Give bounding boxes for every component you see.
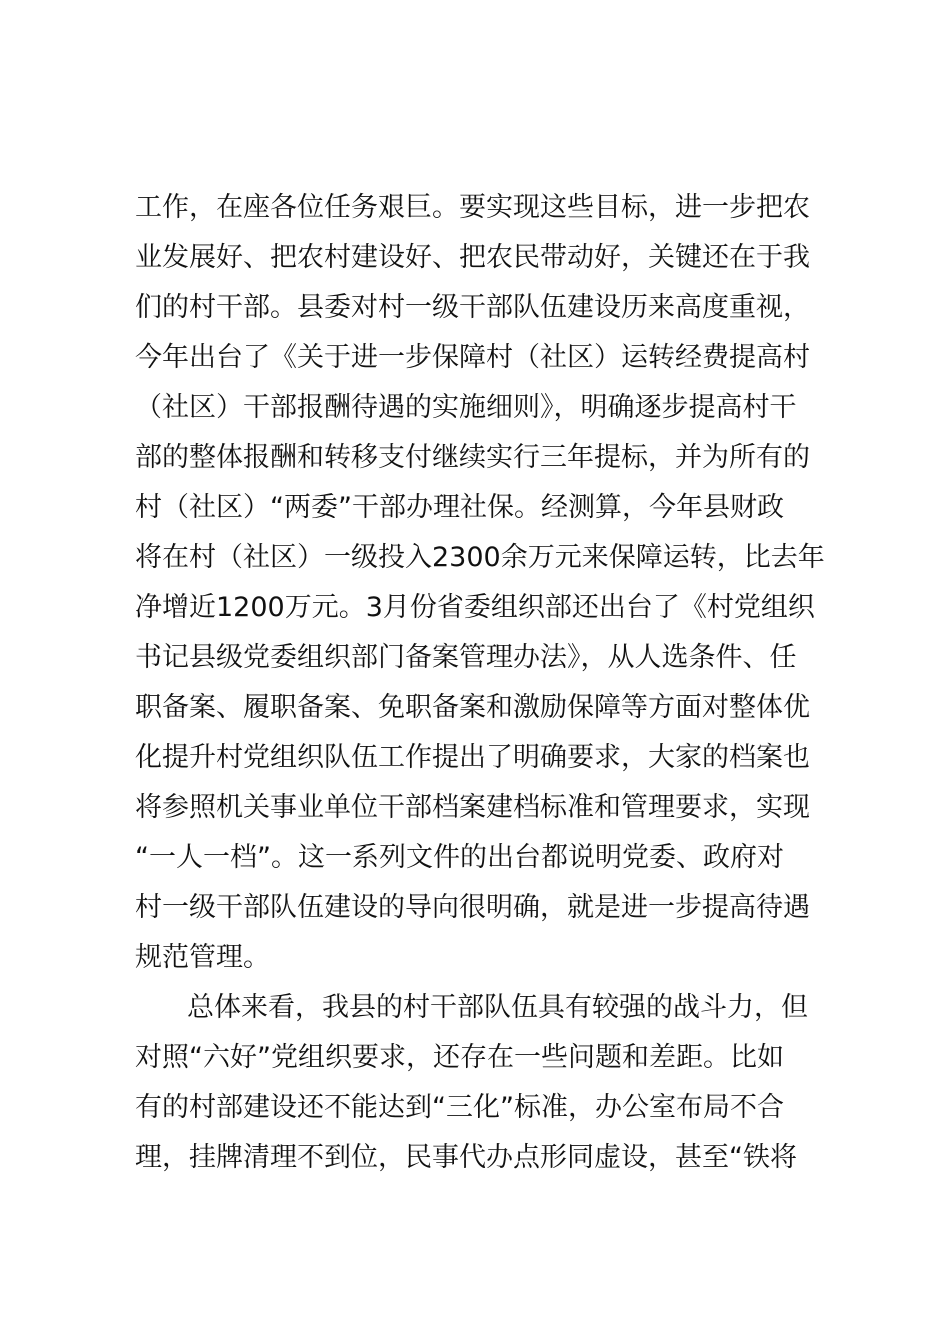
text-line: 们的村干部。县委对村一级干部队伍建设历来高度重视， bbox=[135, 292, 810, 323]
body-text bbox=[135, 183, 835, 1183]
text-line: 职备案、履职备案、免职备案和激励保障等方面对整体优 bbox=[135, 692, 810, 723]
text-line: 今年出台了《关于进一步保障村（社区）运转经费提高村 bbox=[135, 342, 810, 373]
text-line: 书记县级党委组织部门备案管理办法》，从人选条件、任 bbox=[135, 642, 797, 673]
text-line: 业发展好、把农村建设好、把农民带动好，关键还在于我 bbox=[135, 242, 810, 273]
text-line: 对照“六好”党组织要求，还存在一些问题和差距。比如 bbox=[135, 1042, 784, 1073]
text-line: 净增近1200万元。3月份省委组织部还出台了《村党组织 bbox=[135, 592, 815, 623]
text-line: 理，挂牌清理不到位，民事代办点形同虚设，甚至“铁将 bbox=[135, 1142, 797, 1173]
text-line: 部的整体报酬和转移支付继续实行三年提标，并为所有的 bbox=[135, 442, 810, 473]
text-line: 村一级干部队伍建设的导向很明确，就是进一步提高待遇 bbox=[135, 892, 810, 923]
text-line: （社区）干部报酬待遇的实施细则》，明确逐步提高村干 bbox=[135, 392, 797, 423]
text-line: 村（社区）“两委”干部办理社保。经测算，今年县财政 bbox=[135, 492, 784, 523]
text-line: 工作，在座各位任务艰巨。要实现这些目标，进一步把农 bbox=[135, 192, 810, 223]
text-line: “一人一档”。这一系列文件的出台都说明党委、政府对 bbox=[135, 842, 784, 873]
text-line: 将在村（社区）一级投入2300余万元来保障运转，比去年 bbox=[135, 542, 825, 573]
text-line: 化提升村党组织队伍工作提出了明确要求，大家的档案也 bbox=[135, 742, 810, 773]
text-line: 规范管理。 bbox=[135, 942, 270, 973]
text-line: 将参照机关事业单位干部档案建档标准和管理要求，实现 bbox=[135, 792, 810, 823]
text-line: 有的村部建设还不能达到“三化”标准，办公室布局不合 bbox=[135, 1092, 784, 1123]
paragraph-first-line: 总体来看，我县的村干部队伍具有较强的战斗力，但 bbox=[187, 992, 808, 1023]
